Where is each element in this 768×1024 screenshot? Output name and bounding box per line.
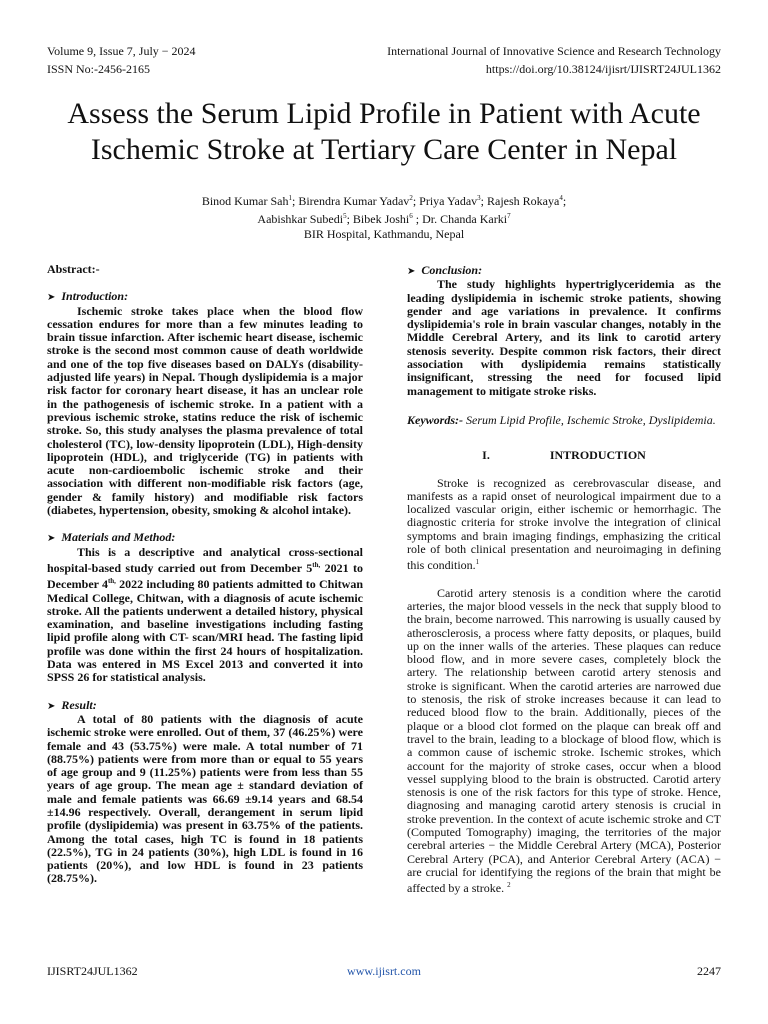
methods-text-b: 2021 to December 4: [47, 560, 363, 592]
issn: ISSN No:-2456-2165: [47, 62, 151, 76]
abstract-label: Abstract:-: [47, 262, 100, 276]
citation-ref[interactable]: 1: [475, 558, 480, 567]
authors-line-2: [60, 209, 708, 227]
title-line-2: Ischemic Stroke at Tertiary Care Center in Nepal: [90, 133, 678, 166]
abstract-methods-text: [47, 546, 363, 685]
paragraph-text: Stroke is recognized as cerebrovascular disease, and manifests as a rapid onset of neurological impairment due to a localized vascular origin, either ischemic or hemorrhagic. The diagnostic criteria for stroke involve the integration of clinical symptoms and brain imaging findings, emphasizing the critical role of both clinical presentation and neuroimaging in defining this condition.: [407, 475, 721, 573]
spacer: [47, 517, 363, 531]
author-name: Binod Kumar Sah: [201, 194, 289, 208]
arrow-bullet-icon: ➤: [407, 266, 416, 277]
result-heading: [47, 699, 363, 713]
arrow-bullet-icon: ➤: [47, 700, 56, 712]
introduction-paragraph-2: [407, 587, 721, 896]
section-heading-introduction: [407, 449, 721, 462]
arrow-bullet-icon: ➤: [47, 533, 56, 545]
author-name: ; Bibek Joshi: [346, 212, 410, 226]
ordinal-sup: th,: [312, 560, 321, 569]
heading-text: Materials and Method:: [61, 530, 176, 545]
conclusion-heading: [407, 264, 721, 278]
right-column: [407, 264, 721, 895]
abstract-result-text: A total of 80 patients with the diagnosis of acute ischemic stroke were enrolled. Out of them, 37 (46.25%) were female and 43 (53.75%) were male. A total number of 71 (88.75%) patients were from more than or equal to 55 years of age group and 9 (11.25%) patients were from less than 55 years of age group. The mean age ± standard deviation of male and female patients was 66.69 ±9.14 years and 68.54 ±14.96 respectively. Overall, derangement in serum lipid profile (dyslipidemia) was present in 63.75% of the patients. Among the total cases, high TC is found in 18 patients (22.5%), TG in 24 patients (30%), high LDL is found in 16 patients (20%), and low HDL is found in 23 patients (28.75%).: [47, 711, 363, 886]
arrow-bullet-icon: ➤: [47, 292, 56, 304]
footer-website-link[interactable]: www.ijisrt.com: [347, 964, 421, 978]
spacer: [47, 685, 363, 699]
introduction-paragraph-1: [407, 477, 721, 573]
author-sup: 1: [288, 194, 292, 202]
heading-text: Introduction:: [61, 289, 129, 304]
author-separator: ;: [562, 194, 567, 208]
journal-name: International Journal of Innovative Science and Research Technology: [387, 44, 721, 58]
citation-ref[interactable]: 2: [507, 881, 511, 890]
title-line-1: Assess the Serum Lipid Profile in Patient with Acute: [67, 97, 701, 130]
authors-line-1: [60, 191, 708, 209]
volume-info: Volume 9, Issue 7, July − 2024: [47, 44, 196, 58]
affiliation: BIR Hospital, Kathmandu, Nepal: [303, 227, 465, 241]
doi-link[interactable]: https://doi.org/10.38124/ijisrt/IJISRT24JUL1362: [485, 62, 721, 76]
heading-text: Conclusion:: [421, 263, 483, 277]
header-left: [47, 42, 196, 78]
author-name: ; Priya Yadav: [412, 194, 478, 208]
author-sup: 5: [343, 212, 347, 220]
footer-paper-id: IJISRT24JUL1362: [47, 964, 138, 978]
author-sup: 7: [507, 212, 511, 220]
author-name: Aabishkar Subedi: [257, 212, 344, 226]
methods-text-c: 2022 including 80 patients admitted to Chitwan Medical College, Chitwan, with a diagnosis of acute ischemic stroke. All the patients underwent a detailed history, physical examination, and baseline investigations including fasting lipid profile along with CT- scan/MRI head. The fasting lipid profile was done within the first 24 hours of hospitalization. Data was entered in MS Excel 2013 and converted it into SPSS 26 for statistical analysis.: [47, 577, 363, 685]
left-column: [47, 263, 363, 886]
keywords-label: Keywords:-: [407, 412, 463, 427]
author-block: [60, 191, 708, 242]
abstract-conclusion-text: The study highlights hypertriglyceridemia as the leading dyslipidemia in ischemic stroke patients, showing gender and age variations in prevalence. It confirms dyslipidemia's role in brain vascular changes, notably in the Middle Cerebral Artery, and its link to carotid artery stenosis severity. Despite common risk factors, their direct association with dyslipidemia remains statistically insignificant, stressing the need for focused lipid management to mitigate stroke risks.: [407, 277, 721, 398]
introduction-heading: [47, 290, 363, 304]
keywords: [407, 414, 721, 427]
author-sup: 3: [477, 194, 481, 202]
keywords-text: Serum Lipid Profile, Ischemic Stroke, Dyslipidemia.: [463, 412, 716, 427]
section-title: INTRODUCTION: [549, 448, 646, 463]
paper-title: [40, 96, 728, 168]
author-sup: 2: [409, 194, 413, 202]
header-right: [387, 42, 721, 78]
footer-page-number: 2247: [697, 964, 721, 978]
section-number: I.: [482, 448, 490, 463]
spacer: [407, 573, 721, 587]
methods-heading: [47, 531, 363, 545]
author-sup: 6: [409, 212, 413, 220]
author-sup: 4: [559, 194, 563, 202]
author-name: ; Rajesh Rokaya: [480, 194, 560, 208]
author-name: ; Dr. Chanda Karki: [412, 212, 508, 226]
heading-text: Result:: [61, 697, 97, 712]
abstract-introduction-text: Ischemic stroke takes place when the blood flow cessation endures for more than a few minutes leading to brain tissue infarction. After ischemic heart disease, ischemic stroke is the second most common cause of death worldwide and one of the top five diseases based on DALYs (disability-adjusted life years) in Nepal. Though dyslipidemia is a major risk factor for coronary heart disease, it has an unclear role in the pathogenesis of ischemic stroke. In a patient with a previous ischemic stroke, statins reduce the risk of ischemic stroke. So, this study analyses the plasma prevalence of total cholesterol (TC), low-density lipoprotein (LDL), High-density lipoprotein (HDL), and triglyceride (TG) in patients with acute non-cardioembolic ischemic stroke and their association with different non-modifiable risk factors (age, gender & family history) and modifiable risk factors (diabetes, hypertension, obesity, smoking & alcohol intake).: [47, 303, 363, 518]
ordinal-sup: th,: [107, 577, 116, 586]
author-name: ; Birendra Kumar Yadav: [292, 194, 410, 208]
paragraph-text: Carotid artery stenosis is a condition where the carotid arteries, the major blood vessels in the neck that supply blood to the brain, become narrowed. This narrowing is usually caused by atherosclerosis, a process where fatty deposits, or plaques, build up on the inner walls of the arteries. These plaques can reduce blood flow, and in more severe cases, completely block the artery. The relationship between carotid artery stenosis and stroke is significant. When the carotid arteries are narrowed due to stenosis, the risk of stroke increases because it can lead to reduced blood flow to the brain. Additionally, pieces of the plaque or a blood clot formed on the plaque can break off and travel to the brain, leading to a blockage of blood flow, which is a common cause of ischemic stroke. Ischemic strokes, which account for the majority of stroke cases, occur when a blood vessel supplying blood to the brain is obstructed. Carotid artery stenosis is one of the risk factors for this type of stroke. Hence, diagnosing and managing carotid artery stenosis is crucial in stroke prevention. In the context of acute ischemic stroke and CT (Computed Tomography) imaging, the territories of the major cerebral arteries − the Middle Cerebral Artery (MCA), Posterior Cerebral Artery (PCA), and Anterior Cerebral Artery (ACA) − are crucial for identifying the regions of the brain that might be affected by a stroke.: [407, 585, 721, 896]
methods-text-a: This is a descriptive and analytical cross-sectional hospital-based study carried out from December 5: [47, 544, 363, 575]
